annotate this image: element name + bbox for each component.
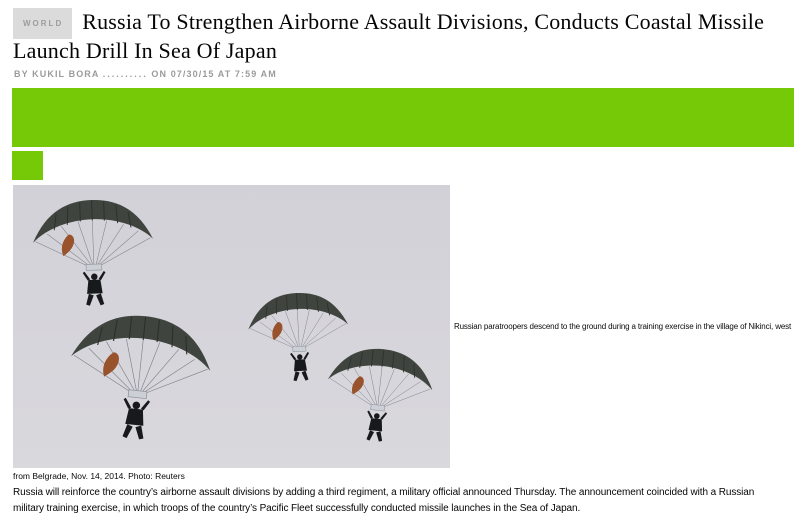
- byline-timestamp: ON 07/30/15 AT 7:59 AM: [151, 69, 277, 79]
- page-title: [13, 8, 782, 62]
- article-header: [0, 0, 794, 79]
- byline-prefix: BY: [14, 69, 29, 79]
- byline-separator-dots: ..........: [102, 69, 148, 79]
- photo-block: [13, 185, 794, 468]
- byline: [14, 69, 782, 79]
- photo-caption-side: Russian paratroopers descend to the ground during a training exercise in the village of Nikinci, west: [454, 322, 792, 331]
- ad-placeholder-square: [12, 151, 43, 180]
- paratroopers-photo: [13, 185, 450, 468]
- headline-text: Russia To Strengthen Airborne Assault Divisions, Conducts Coastal Missile Launch Drill In Sea Of Japan: [13, 9, 765, 63]
- byline-author[interactable]: KUKIL BORA: [32, 69, 100, 79]
- ad-placeholder-banner: [12, 88, 794, 147]
- article-body-paragraph: Russia will reinforce the country’s airborne assault divisions by adding a third regiment, a military official announced Thursday. The announcement coincided with a Russian military training exercise, in which troops of the country’s Pacific Fleet successfully conducted missile launches in the Sea of Japan.: [13, 487, 755, 514]
- section-badge[interactable]: WORLD: [13, 8, 72, 39]
- photo-caption-below: from Belgrade, Nov. 14, 2014. Photo: Reuters: [13, 471, 185, 481]
